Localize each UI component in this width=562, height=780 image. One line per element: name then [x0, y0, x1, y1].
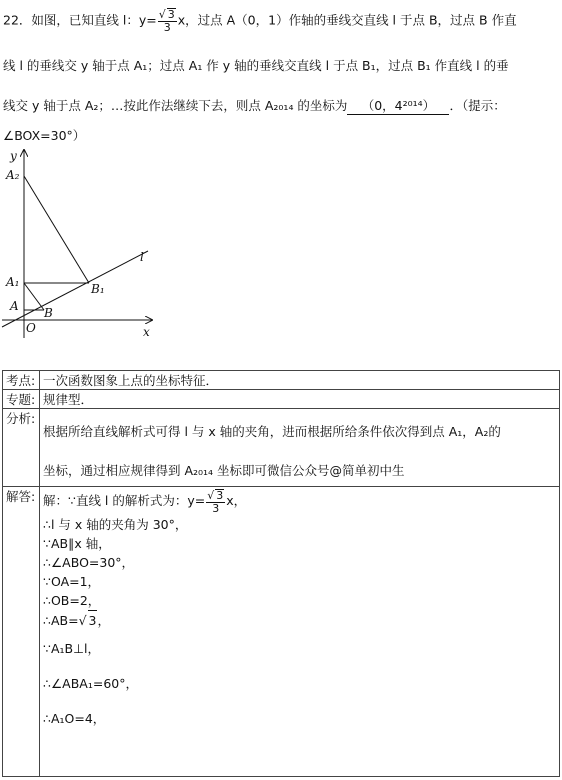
- label-a: A: [10, 299, 19, 313]
- problem-line-4: ∠BOX=30°）: [3, 128, 86, 143]
- solution-step: ∵OA=1，: [43, 574, 101, 589]
- solution-step: ∴AB=√ 3，: [43, 610, 556, 629]
- label-y: y: [10, 149, 17, 163]
- problem-line-3: 线交 y 轴于点 A₂；…按此作法继续下去，则点 A₂₀₁₄ 的坐标为 （0，4²⁰¹⁴） ．（提示：: [3, 98, 506, 113]
- jieda-cell: [40, 487, 560, 777]
- fenxi-cell: [40, 409, 560, 487]
- solution-step: ∴OB=2，: [43, 593, 101, 608]
- answer-blank: （0，4²⁰¹⁴）: [347, 96, 449, 115]
- solution-step: ∴l 与 x 轴的夹角为 30°，: [43, 517, 188, 532]
- solution-step: ∵AB∥x 轴，: [43, 536, 111, 551]
- kaodian-text: 一次函数图象上点的坐标特征．: [40, 371, 560, 390]
- label-o: O: [26, 321, 36, 335]
- jieda-label: 解答:: [3, 487, 40, 777]
- label-b1: B₁: [91, 282, 105, 296]
- segment-a1-b: [24, 283, 44, 310]
- fenxi-line: 根据所给直线解析式可得 l 与 x 轴的夹角，进而根据所给条件依次得到点 A₁，A₂的: [43, 424, 501, 439]
- label-a2: A₂: [6, 168, 20, 182]
- solution-table: [2, 370, 560, 777]
- geometry-figure: [0, 146, 175, 341]
- solution-step: ∴A₁O=4，: [43, 711, 106, 726]
- solution-step: 解：∵直线 l 的解析式为：y= $\frac{√ 3}{3}$ x，: [43, 488, 247, 515]
- label-x: x: [143, 325, 150, 339]
- zhuanti-label: 专题:: [3, 390, 40, 409]
- label-a1: A₁: [6, 275, 20, 289]
- solution-step: ∵A₁B⊥l，: [43, 641, 100, 656]
- fraction: $\frac{√ 3}{3}$: [158, 8, 175, 34]
- problem-text: 22．如图，已知直线 l：y=: [3, 12, 157, 28]
- solution-step: ∴∠ABA₁=60°，: [43, 676, 138, 691]
- problem-text: x，过点 A（0，1）作轴的垂线交直线 l 于点 B，过点 B 作直: [177, 12, 517, 28]
- label-l: l: [140, 250, 144, 264]
- solution-step: ∴∠ABO=30°，: [43, 555, 135, 570]
- zhuanti-text: 规律型．: [40, 390, 560, 409]
- label-b: B: [44, 306, 53, 320]
- problem-line-1: [3, 8, 517, 34]
- fenxi-label: 分析:: [3, 409, 40, 487]
- problem-line-2: 线 l 的垂线交 y 轴于点 A₁；过点 A₁ 作 y 轴的垂线交直线 l 于点 B₁，过点 B₁ 作直线 l 的垂: [3, 58, 509, 73]
- segment-a2-b1: [24, 176, 89, 283]
- kaodian-label: 考点:: [3, 371, 40, 390]
- fraction: $\frac{√ 3}{3}$: [207, 488, 224, 515]
- fenxi-line: 坐标，通过相应规律得到 A₂₀₁₄ 坐标即可微信公众号@简单初中生: [43, 463, 405, 478]
